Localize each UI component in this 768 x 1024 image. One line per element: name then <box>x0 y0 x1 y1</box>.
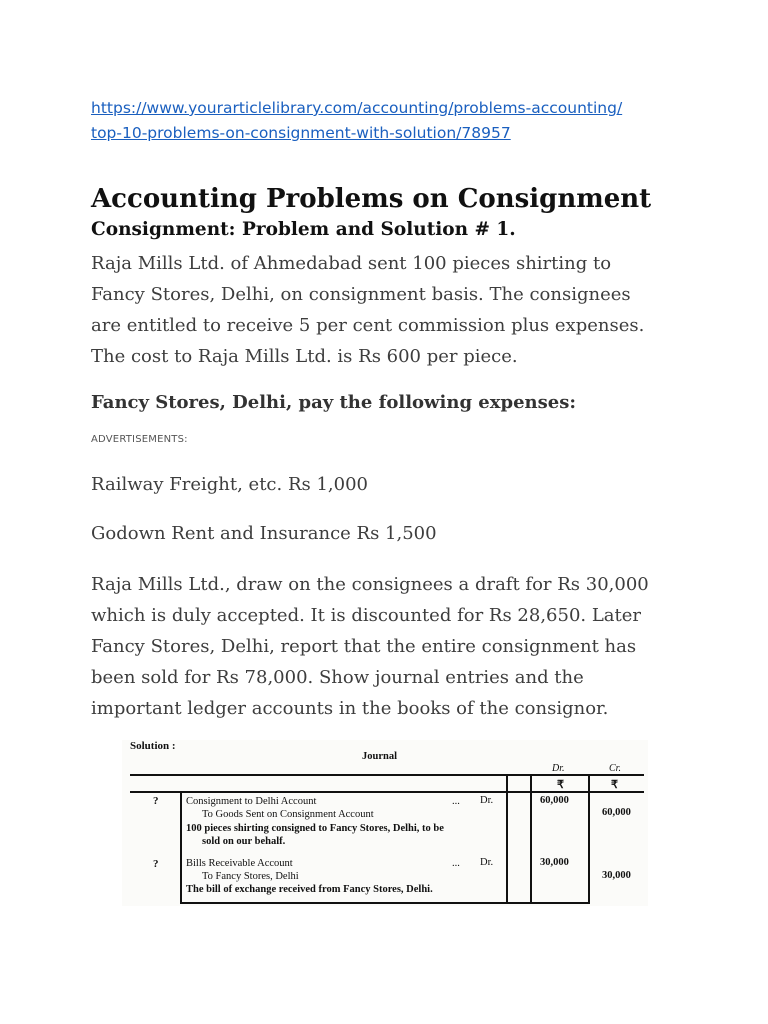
entry-dr-marker: Dr. <box>480 857 494 868</box>
cr-column-header: Cr. <box>609 763 621 774</box>
entry-date: ? <box>153 858 159 870</box>
solution-label: Solution : <box>130 740 176 752</box>
currency-symbol-cr: ₹ <box>611 779 618 791</box>
column-divider <box>530 774 532 904</box>
table-rule-header <box>130 791 644 793</box>
intro-line: Raja Mills Ltd. of Ahmedabad sent 100 pieces shirting to <box>91 253 612 274</box>
expense-item: Railway Freight, etc. Rs 1,000 <box>91 474 368 495</box>
entry-narration: sold on our behalf. <box>202 836 286 847</box>
dr-column-header: Dr. <box>552 763 565 774</box>
entry-narration: The bill of exchange received from Fancy Stores, Delhi. <box>186 884 433 895</box>
entry-credit-account: To Fancy Stores, Delhi <box>202 871 299 882</box>
column-divider <box>180 791 182 904</box>
page-title: Accounting Problems on Consignment <box>91 184 652 214</box>
entry-credit-account: To Goods Sent on Consignment Account <box>202 809 374 820</box>
entry-cr-amount: 30,000 <box>602 870 631 881</box>
intro-line: Fancy Stores, Delhi, on consignment basis. The consignees <box>91 284 631 305</box>
entry-debit-account: Consignment to Delhi Account <box>186 796 317 807</box>
intro-line: The cost to Raja Mills Ltd. is Rs 600 per piece. <box>91 346 518 367</box>
entry-dr-amount: 30,000 <box>540 857 569 868</box>
entry-narration: 100 pieces shirting consigned to Fancy Stores, Delhi, to be <box>186 823 444 834</box>
ads-label: ADVERTISEMENTS: <box>91 434 188 445</box>
expense-item: Godown Rent and Insurance Rs 1,500 <box>91 523 437 544</box>
details-line: been sold for Rs 78,000. Show journal entries and the <box>91 667 584 688</box>
entry-dr-amount: 60,000 <box>540 795 569 806</box>
entry-dr-marker: Dr. <box>480 795 494 806</box>
details-line: important ledger accounts in the books of the consignor. <box>91 698 609 719</box>
source-link[interactable] <box>91 96 691 146</box>
details-line: which is duly accepted. It is discounted for Rs 28,650. Later <box>91 605 642 626</box>
column-divider <box>588 774 590 904</box>
currency-symbol-dr: ₹ <box>557 779 564 791</box>
intro-line: are entitled to receive 5 per cent commission plus expenses. <box>91 315 645 336</box>
journal-heading: Journal <box>362 751 398 762</box>
entry-date: ? <box>153 795 159 807</box>
problem-subtitle: Consignment: Problem and Solution # 1. <box>91 219 516 240</box>
details-line: Fancy Stores, Delhi, report that the entire consignment has <box>91 636 637 657</box>
source-link-line-1[interactable]: https://www.yourarticlelibrary.com/accounting/problems-accounting/ <box>91 99 623 117</box>
journal-image <box>122 740 648 906</box>
details-line: Raja Mills Ltd., draw on the consignees a draft for Rs 30,000 <box>91 574 649 595</box>
table-rule-top <box>130 774 644 776</box>
table-rule-bottom <box>180 902 590 904</box>
entry-debit-account: Bills Receivable Account <box>186 858 293 869</box>
source-link-line-2[interactable]: top-10-problems-on-consignment-with-solution/78957 <box>91 124 511 142</box>
entry-cr-amount: 60,000 <box>602 807 631 818</box>
expenses-heading: Fancy Stores, Delhi, pay the following expenses: <box>91 392 576 413</box>
entry-dots: ... <box>452 796 460 807</box>
entry-dots: ... <box>452 858 460 869</box>
details-paragraph <box>91 569 691 724</box>
column-divider <box>506 774 508 904</box>
intro-paragraph <box>91 248 691 372</box>
